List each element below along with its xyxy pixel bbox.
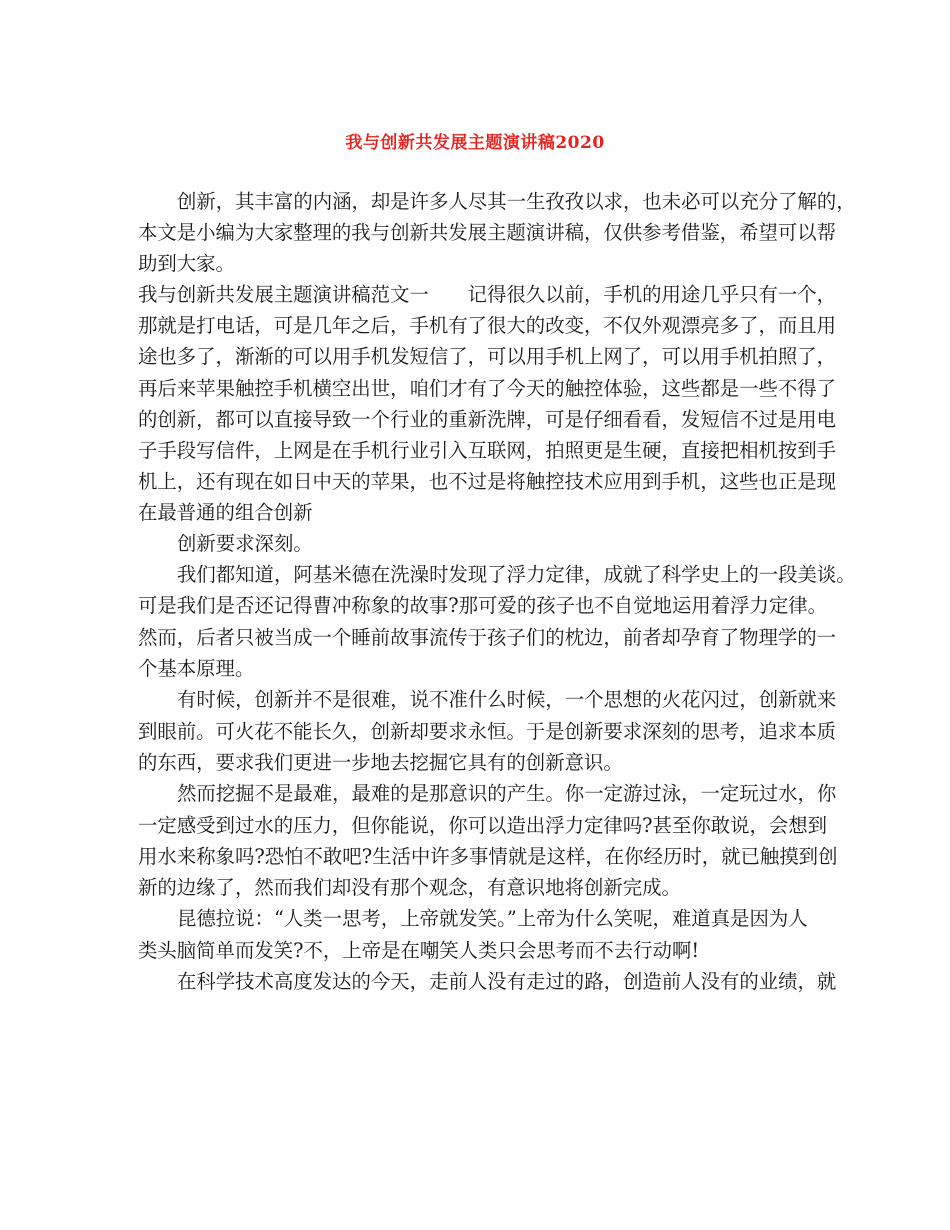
text-line: 途也多了，渐渐的可以用手机发短信了，可以用手机上网了，可以用手机拍照了， [138,345,837,369]
archimedes-paragraph [138,559,856,684]
sample-paragraph [138,279,837,528]
spark-paragraph [138,684,837,778]
document-title: 我与创新共发展主题演讲稿2020 [345,133,605,153]
text-line: 本文是小编为大家整理的我与创新共发展主题演讲稿，仅供参考借鉴，希望可以帮 [138,221,837,245]
intro-paragraph [138,186,856,279]
text-line: 到眼前。可火花不能长久，创新却要求永恒。于是创新要求深刻的思考，追求本质 [138,719,837,743]
text-line: 子手段写信件，上网是在手机行业引入互联网，拍照更是生硬，直接把相机按到手 [138,438,837,462]
text-line: 在科学技术高度发达的今天，走前人没有走过的路，创造前人没有的业绩，就 [177,969,837,993]
text-line: 然而，后者只被当成一个睡前故事流传于孩子们的枕边，前者却孕育了物理学的一 [138,625,837,649]
text-line: 那就是打电话，可是几年之后，手机有了很大的改变，不仅外观漂亮多了，而且用 [138,314,837,338]
text-line: 然而挖掘不是最难，最难的是那意识的产生。你一定游过泳，一定玩过水，你 [177,782,837,806]
text-line: 我们都知道，阿基米德在洗澡时发现了浮力定律，成就了科学史上的一段美谈。 [177,563,856,587]
text-line: 机上，还有现在如日中天的苹果，也不过是将触控技术应用到手机，这些也正是现 [138,469,837,493]
science-paragraph [138,966,837,997]
deep-paragraph [138,528,828,559]
text-line: 我与创新共发展主题演讲稿范文一 记得很久以前，手机的用途几乎只有一个， [138,283,837,307]
document-body [138,186,856,997]
text-line: 创新，其丰富的内涵，却是许多人尽其一生孜孜以求，也未必可以充分了解的， [177,190,856,213]
text-line: 创新要求深刻。 [177,532,313,556]
text-line: 可是我们是否还记得曹冲称象的故事?那可爱的孩子也不自觉地运用着浮力定律。 [138,594,828,618]
text-line: 再后来苹果触控手机横空出世，咱们才有了今天的触控体验，这些都是一些不得了 [138,376,837,400]
text-line: 一定感受到过水的压力，但你能说，你可以造出浮力定律吗?甚至你敢说，会想到 [138,813,828,837]
kundera-paragraph [138,903,828,966]
dig-paragraph [138,778,838,903]
text-line: 用水来称象吗?恐怕不敢吧?生活中许多事情就是这样，在你经历时，就已触摸到创 [138,844,838,868]
text-line: 类头脑简单而发笑?不，上帝是在嘲笑人类只会思考而不去行动啊! [138,938,700,962]
text-line: 在最普通的组合创新 [138,500,313,524]
text-line: 昆德拉说：“人类一思考，上帝就发笑。”上帝为什么笑呢，难道真是因为人 [177,907,808,931]
text-line: 有时候，创新并不是很难，说不准什么时候，一个思想的火花闪过，创新就来 [177,688,837,712]
text-line: 个基本原理。 [138,657,255,681]
text-line: 助到大家。 [138,252,235,276]
text-line: 新的边缘了，然而我们却没有那个观念，有意识地将创新完成。 [138,876,681,900]
body-section [138,559,856,997]
text-line: 的东西，要求我们更进一步地去挖掘它具有的创新意识。 [138,750,623,774]
text-line: 的创新，都可以直接导致一个行业的重新洗牌，可是仔细看看，发短信不过是用电 [138,407,837,431]
